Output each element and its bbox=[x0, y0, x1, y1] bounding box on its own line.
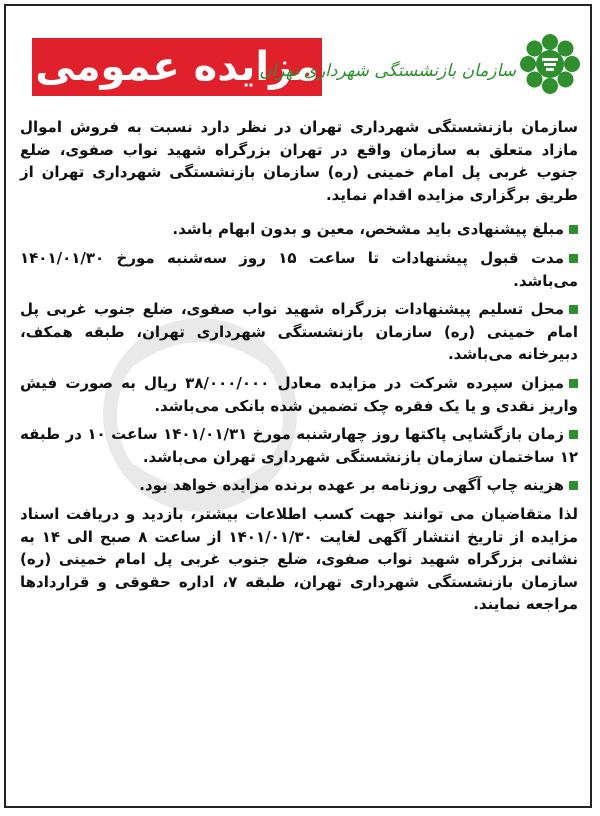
square-bullet-icon bbox=[569, 225, 578, 234]
intro-organization: سازمان بازنشستگی شهرداری تهران bbox=[299, 118, 578, 136]
closing-paragraph: لذا متقاضیان می توانند جهت کسب اطلاعات بیشتر، بازدید و دریافت اسناد مزایده از تاریخ انتشار آگهی لغایت ۱۴۰۱/۰۱/۳۰ از ساعت ۸ صبح الی ۱۴ به نشانی بزرگراه شهید نواب صفوی، ضلع جنوب غربی پل امام خمینی (ره) سازمان بازنشستگی شهرداری تهران، طبقه ۷، اداره حقوقی و قراردادها مراجعه نمایند. bbox=[20, 504, 579, 614]
condition-item bbox=[20, 247, 578, 292]
intro-paragraph bbox=[20, 116, 578, 206]
condition-text: محل تسلیم پیشنهادات بزرگراه شهید نواب صفوی، ضلع جنوب غربی پل امام خمینی (ره) سازمان بازنشستگی شهرداری تهران، طبقه همکف، دبیرخانه می‌باشد. bbox=[20, 300, 578, 364]
condition-text: مبلغ پیشنهادی باید مشخص، معین و بدون ابهام باشد. bbox=[172, 220, 564, 239]
square-bullet-icon bbox=[569, 481, 578, 490]
intro-text: در نظر دارد نسبت به فروش اموال مازاد متعلق به سازمان واقع در تهران بزرگراه شهید نواب صفوی، ضلع جنوب غربی پل امام خمینی (ره) سازمان بازنشستگی شهرداری تهران از طریق برگزاری مزایده اقدام نماید. bbox=[20, 118, 578, 204]
notice-body bbox=[20, 116, 578, 616]
square-bullet-icon bbox=[569, 430, 578, 439]
condition-item bbox=[20, 474, 578, 497]
condition-text: هزینه چاپ آگهی روزنامه بر عهده برنده مزایده خواهد بود. bbox=[139, 476, 564, 495]
notice-header bbox=[14, 28, 584, 100]
condition-item bbox=[20, 423, 578, 468]
condition-text: میزان سپرده شرکت در مزایده معادل ۳۸/۰۰۰/۰۰۰ ریال به صورت فیش واریز نقدی و یا یک فقره چک تضمین شده بانکی می‌باشد. bbox=[20, 373, 578, 415]
square-bullet-icon bbox=[569, 305, 578, 314]
notice-title: مزایده عمومی bbox=[32, 38, 322, 96]
organization-name: سازمان بازنشستگی شهرداری تهران bbox=[259, 61, 516, 81]
condition-text: زمان بازگشایی پاکتها روز چهارشنبه مورخ ۱۴۰۱/۰۱/۳۱ ساعت ۱۰ در طبقه ۱۲ ساختمان سازمان بازنشستگی شهرداری تهران می‌باشد. bbox=[20, 425, 578, 466]
condition-item bbox=[20, 372, 578, 417]
condition-item bbox=[20, 218, 578, 241]
condition-item bbox=[20, 298, 578, 366]
municipality-emblem-icon bbox=[518, 32, 582, 96]
condition-text: مدت قبول پیشنهادات تا ساعت ۱۵ روز سه‌شنبه مورخ ۱۴۰۱/۰۱/۳۰ می‌باشد. bbox=[20, 248, 578, 290]
square-bullet-icon bbox=[569, 254, 578, 263]
square-bullet-icon bbox=[569, 379, 578, 388]
